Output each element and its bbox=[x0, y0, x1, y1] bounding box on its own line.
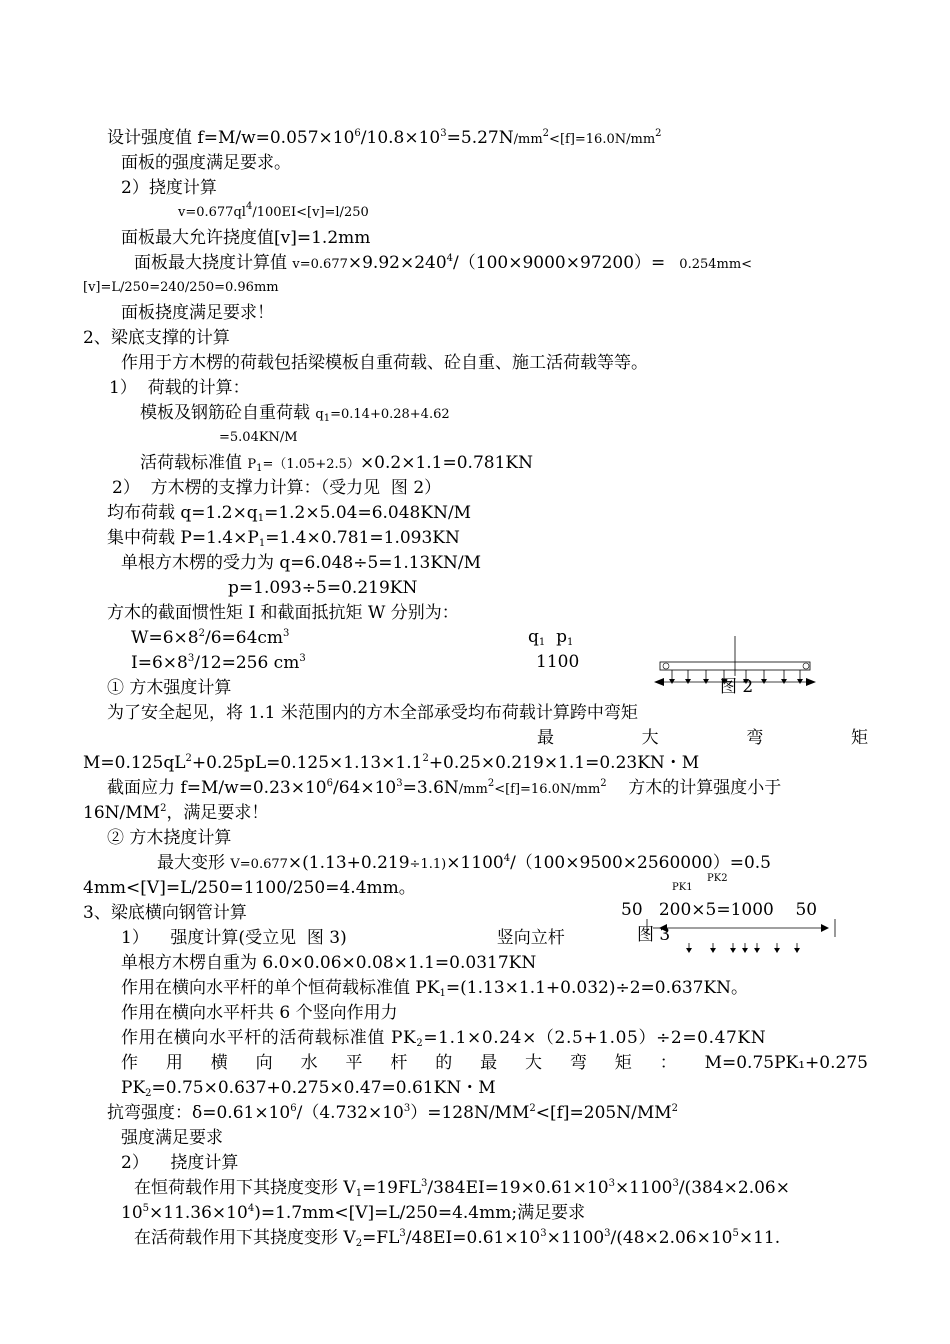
load-arrow-head bbox=[703, 679, 709, 684]
text-line: 为了安全起见，将 1.1 米范围内的方木全部承受均布荷载计算跨中弯矩 bbox=[107, 703, 638, 723]
text-line: 作用于方木楞的荷载包括梁模板自重荷载、砼自重、施工活荷载等等。 bbox=[121, 353, 648, 373]
text-line: 抗弯强度：$\delta=0.61\times 10^6/(4.732\times 10^3)=128N/MM^2<[f]=205N/MM^2$ bbox=[107, 1103, 679, 1123]
fig3-load-arrows bbox=[686, 943, 800, 953]
text-line: 均布荷载 $q=1.2\times q_1=1.2\times 5.04=6.048KN/M$ bbox=[107, 503, 472, 524]
load-arrow-head bbox=[685, 679, 691, 684]
text-line: 2） 挠度计算 bbox=[121, 1153, 239, 1173]
load-arrow-head bbox=[754, 948, 760, 953]
load-arrow-head bbox=[669, 679, 675, 684]
section-heading: 3、梁底横向钢管计算 bbox=[83, 903, 247, 923]
text-line: 4mm<[V]=L/250=1100/250=4.4mm。 bbox=[83, 878, 416, 898]
text-line: $PK_2=0.75\times 0.637+0.275\times 0.47=0.61KN$・M bbox=[121, 1078, 496, 1099]
text-line: 方木的截面惯性矩 I 和截面抵抗矩 W 分别为： bbox=[107, 603, 459, 623]
fig2-caption: 图 2 bbox=[720, 677, 754, 697]
text-line: [v]=L/250=240/250=0.96mm bbox=[83, 280, 279, 295]
text-line: 2） 方木楞的支撑力计算：（受力见 图 2） bbox=[112, 478, 442, 498]
section-heading: 2、梁底支撑的计算 bbox=[83, 328, 230, 348]
text-line: 设计强度值 $f=M/w=0.057\times 10^6/10.8\times 10^3=5.27N/mm^2<[f]=16.0N/mm^2$ bbox=[107, 128, 662, 148]
text-line: $I=6\times 8^3/12=256$ $cm^3$ bbox=[131, 653, 306, 673]
text-line: 强度满足要求 bbox=[121, 1128, 223, 1148]
text-line: 单根方木楞自重为 6.0×0.06×0.08×1.1=0.0317KN bbox=[121, 953, 537, 973]
fig3-caption: 图 3 bbox=[637, 925, 671, 945]
load-arrow-head bbox=[797, 679, 803, 684]
load-arrow-head bbox=[742, 948, 748, 953]
justified-line: 最 大 弯 矩 bbox=[537, 728, 868, 748]
fig2-load-labels: $q_1$ $p_1$ bbox=[528, 627, 574, 648]
load-arrow-head bbox=[686, 948, 692, 953]
text-line: =5.04KN/M bbox=[219, 430, 298, 445]
text-line: 单根方木楞的受力为 q=6.048÷5=1.13KN/M bbox=[121, 553, 482, 573]
fig3-dimensions: 50 200×5=1000 50 bbox=[621, 900, 818, 920]
text-line: 面板的强度满足要求。 bbox=[121, 153, 291, 173]
text-line: 1） 强度计算(受立见 图 3) 竖向立杆 bbox=[121, 928, 565, 948]
load-arrow-head bbox=[761, 679, 767, 684]
fig2-dim-arrow-left bbox=[654, 678, 664, 686]
text-line: $W=6\times 8^2/6=64cm^3$ bbox=[131, 628, 290, 648]
text-line: 面板最大允许挠度值[v]=1.2mm bbox=[121, 228, 371, 248]
fig2-dim-arrow-right bbox=[806, 678, 816, 686]
text-line: 面板挠度满足要求！ bbox=[121, 303, 274, 323]
text-line: 作用在横向水平杆的单个恒荷载标准值 $PK_1=(1.13\times 1.1+0.032)\div 2=0.637KN$。 bbox=[121, 978, 749, 999]
fig2-support-right bbox=[803, 663, 809, 669]
text-line: $M=0.125qL^2+0.25pL=0.125\times 1.13\times 1.1^2+0.25\times 0.219\times 1.1=0.23KN$・M bbox=[83, 753, 700, 773]
load-arrow-head bbox=[781, 679, 787, 684]
text-line: 集中荷载 $P=1.4\times P_1=1.4\times 0.781=1.093KN$ bbox=[107, 528, 460, 549]
load-arrow-head bbox=[730, 948, 736, 953]
fig3-pk1-label: PK1 bbox=[672, 882, 693, 893]
fig3-arrow-right bbox=[821, 924, 829, 932]
text-line: 截面应力 $f=M/w=0.23\times 10^6/64\times 10^3=3.6N/mm^2<[f]=16.0N/mm^2$ 方木的计算强度小于 bbox=[107, 778, 782, 798]
text-line: 在活荷载作用下其挠度变形 $V_2=FL^3/48EI=0.61\times 10^3\times 1100^3/(48\times 2.06\times 10^5\times 11$. bbox=[134, 1228, 781, 1249]
fig3-diagram bbox=[645, 919, 845, 959]
text-line: ① 方木强度计算 bbox=[107, 678, 232, 698]
text-line: 作用在横向水平杆共 6 个竖向作用力 bbox=[121, 1003, 398, 1023]
load-arrow-head bbox=[794, 948, 800, 953]
fig2-span-label: 1100 bbox=[536, 652, 580, 672]
fig3-pk2-label: PK2 bbox=[707, 873, 728, 884]
text-line: p=1.093÷5=0.219KN bbox=[228, 578, 418, 598]
load-arrow-head bbox=[710, 948, 716, 953]
text-line: 2）挠度计算 bbox=[121, 178, 217, 198]
text-line: 1） 荷载的计算： bbox=[109, 378, 250, 398]
justified-line: 作 用 横 向 水 平 杆 的 最 大 弯 矩 ： M=0.75PK₁+0.275 bbox=[121, 1053, 868, 1073]
text-line: ② 方木挠度计算 bbox=[107, 828, 232, 848]
text-line: 面板最大挠度计算值 $v=0.677\times 9.92\times 240^4/(100\times 9000\times 97200)= 0.254mm<$ bbox=[134, 253, 753, 273]
load-arrow-head bbox=[774, 948, 780, 953]
text-line: 活荷载标准值 $P_1=(1.05+2.5)\times 0.2\times 1.1=0.781KN$ bbox=[140, 453, 533, 474]
formula-line: $v=0.677ql^4/100EI<[v]=l/250$ bbox=[178, 201, 369, 220]
text-line: 作用在横向水平杆的活荷载标准值 $PK_2=1.1\times 0.24\times(2.5+1.05)\div 2=0.47KN$ bbox=[121, 1028, 767, 1049]
text-line: 在恒荷载作用下其挠度变形 $V_1=19FL^3/384EI=19\times 0.61\times 10^3\times 1100^3/(384\times 2.06\times$ bbox=[134, 1178, 790, 1199]
text-line: 最大变形 $V=0.677\times(1.13+0.219\div 1.1)\times 1100^4/(100\times 9500\times 2560000)=0.5$ bbox=[157, 853, 771, 873]
fig2-support-left bbox=[663, 663, 669, 669]
text-line: 模板及钢筋砼自重荷载 $q_1=0.14+0.28+4.62$ bbox=[140, 403, 450, 424]
text-line: $16N/MM^2$，满足要求！ bbox=[83, 803, 269, 823]
text-line: $10^5\times 11.36\times 10^4)=1.7mm<[V]=L/250=4.4mm$;满足要求 bbox=[121, 1203, 586, 1223]
